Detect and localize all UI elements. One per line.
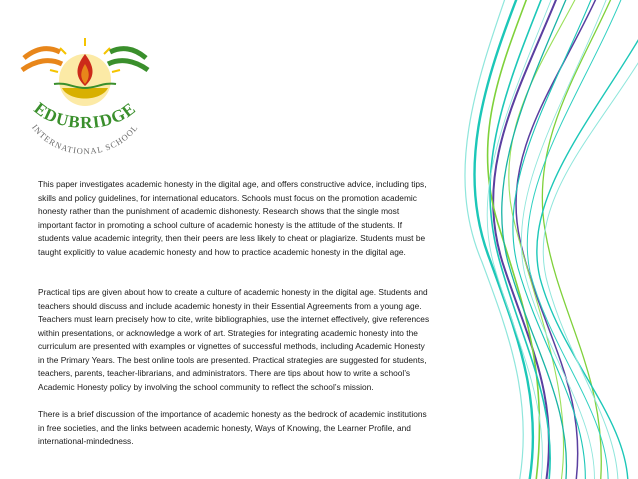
text-line: Teachers must learn precisely how to cite, write bibliographies, use the internet effectively, give references [38,314,430,325]
swirl-line [502,0,570,479]
text-line: taught explicitly to value academic honesty and how to practice academic honesty in the digital age. [38,246,406,257]
text-line: skills and policy guidelines, for international educators. Schools must focus on the promotion academic [38,192,417,203]
text-line: teachers, parents, teacher-librarians, and administrators. There are tips about how to write a school’s [38,368,411,379]
logo-sub-text: INTERNATIONAL SCHOOL [30,122,140,157]
text-line: There is a brief discussion of the importance of academic honesty as the bedrock of academic institutions [38,409,427,419]
logo-name-text: EDUBRIDGE [30,98,140,133]
paragraph-practical-tips [38,286,508,394]
lamp-flame-icon [50,38,120,106]
text-line: important factor in promoting a school culture of academic honesty is the attitude of the students. If [38,219,403,230]
text-line: in the Primary Years. The best online tools are presented. Practical strategies are suggested for students, [38,354,427,365]
text-line: teachers should discuss and include academic honesty in their Essential Agreements from a young age. [38,300,422,311]
text-line: Practical tips are given about how to create a culture of academic honesty in the digital age. Students and [38,287,428,297]
text-line: Academic Honesty policy by involving the school community to reflect the school’s mission. [38,381,374,392]
edubridge-logo [14,18,156,168]
text-line: in free societies, and the links between academic honesty, Ways of Knowing, the Learner Profile, and [38,422,411,433]
swirl-line [543,60,638,479]
text-line: This paper investigates academic honesty in the digital age, and offers constructive advice, including tips, [38,179,427,189]
text-line: curriculum are presented with examples or vignettes of successful methods, including Academic Honesty [38,341,425,352]
text-line: international-mindedness. [38,436,134,447]
text-line: students value academic integrity, then their peers are less likely to cheat or plagiarize. Students must be [38,233,426,244]
paragraph-discussion [38,408,508,449]
text-line: within presentations, or acknowledge a work of art. Strategies for integrating academic honesty into the [38,327,418,338]
text-line: honesty rather than the punishment of academic dishonesty. Research shows that the single most [38,206,400,217]
swirl-line [537,20,638,479]
paragraph-intro [38,178,508,259]
